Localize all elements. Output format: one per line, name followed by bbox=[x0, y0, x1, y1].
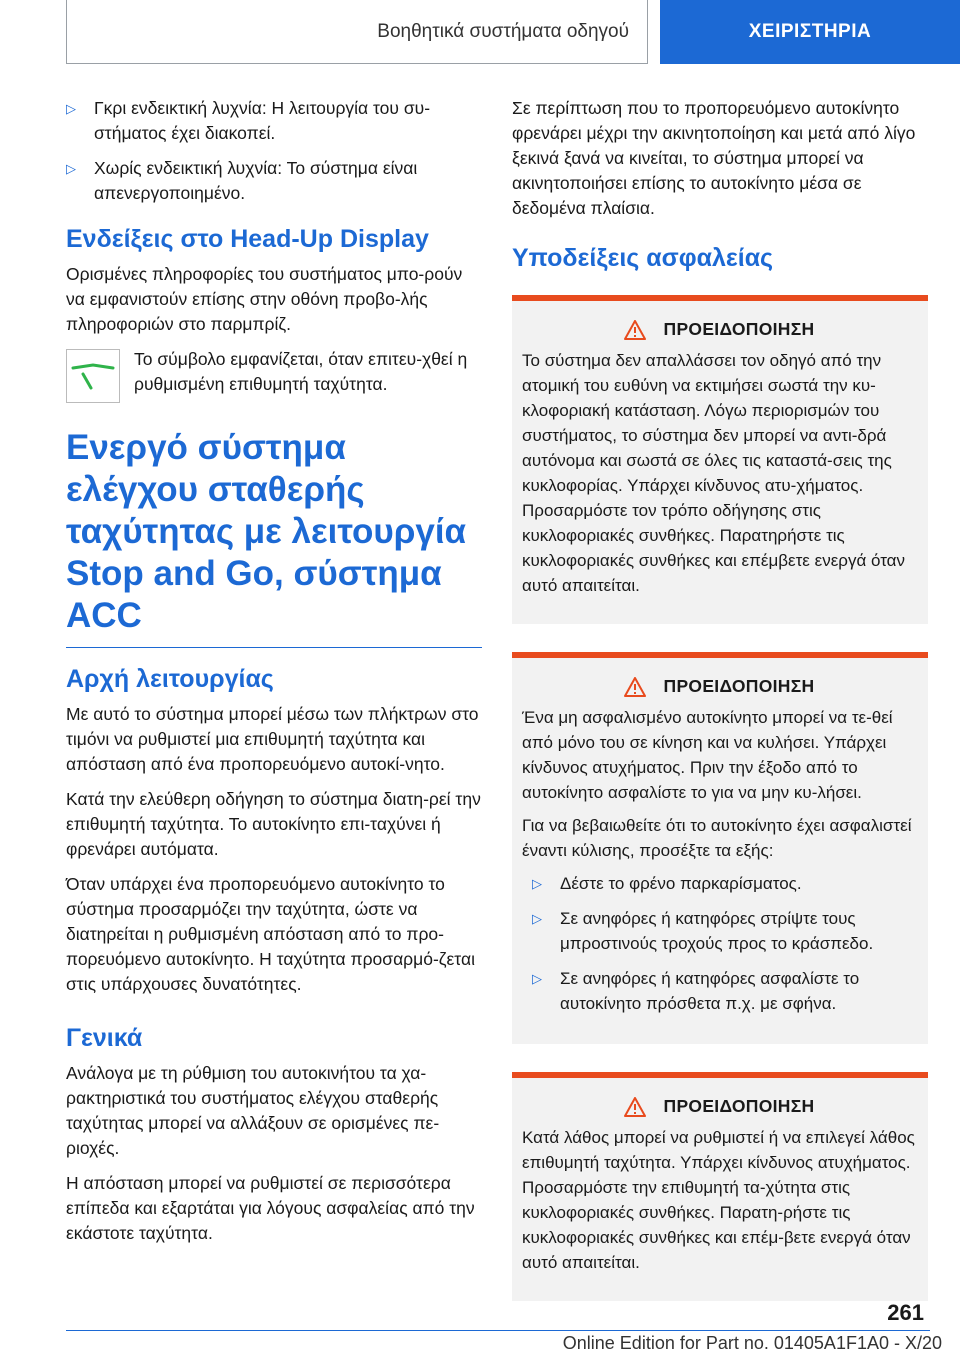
bullet-text: Δέστε το φρένο παρκαρίσματος. bbox=[560, 874, 802, 893]
list-item bbox=[532, 871, 916, 896]
list-item bbox=[66, 156, 482, 206]
hud-paragraph: Ορισμένες πληροφορίες του συστήματος μπο-ρούν να εμφανιστούν επίσης στην οθόνη προβο-λής πληροφοριών στο παρμπρίζ. bbox=[66, 264, 463, 334]
principle-paragraph: Με αυτό το σύστημα μπορεί μέσω των πλήκτρων στο τιμόνι να ρυθμιστεί μια επιθυμητή ταχύτητα και απόσταση από ένα προπορευόμενο αυτοκί-νητο. bbox=[66, 704, 479, 774]
general-paragraph: Ανάλογα με τη ρύθμιση του αυτοκινήτου τα χα-ρακτηριστικά του συστήματος ελέγχου σταθερής ταχύτητας μπορεί να αλλάξουν σε ορισμένες πε-ριοχές. bbox=[66, 1063, 440, 1158]
bullet-text: Χωρίς ενδεικτική λυχνία: Το σύστημα είναι απενεργοποιημένο. bbox=[94, 158, 418, 203]
warning-text: Κατά λάθος μπορεί να ρυθμιστεί ή να επιλεγεί λάθος επιθυμητή ταχύτητα. Υπάρχει κίνδυνος ατυχήματος. Προσαρμόστε την επιθυμητή τα-χύτητα στις κυκλοφοριακές συνθήκες. Παρατη-ρήστε τις κυκλοφοριακές συνθήκες και επέμ-βετε ενεργά όταν αυτό απαιτείται. bbox=[522, 1128, 915, 1272]
warning-title bbox=[522, 676, 916, 697]
general-paragraph: Η απόσταση μπορεί να ρυθμιστεί σε περισσότερα επίπεδα και εξαρτάται για λόγους ασφαλείας από την εκάστοτε ταχύτητα. bbox=[66, 1173, 475, 1243]
warning-text: Ένα μη ασφαλισμένο αυτοκίνητο μπορεί να τε-θεί από μόνο του σε κίνηση και να κυλήσει. Υπάρχει κίνδυνος ατυχήματος. Πριν την έξοδο από το αυτοκίνητο ασφαλίστε το για να μην κυ-λήσει. bbox=[522, 708, 893, 802]
symbol-description: Το σύμβολο εμφανίζεται, όταν επιτευ-χθεί η ρυθμισμένη επιθυμητή ταχύτητα. bbox=[134, 349, 468, 394]
triangle-bullet-icon: ▷ bbox=[532, 876, 542, 891]
triangle-bullet-icon: ▷ bbox=[66, 101, 76, 116]
list-item bbox=[66, 96, 482, 146]
main-heading: Ενεργό σύστημα ελέγχου σταθερής ταχύτητας με λειτουργία Stop and Go, σύστημα ACC bbox=[66, 428, 467, 635]
warning-triangle-icon bbox=[624, 320, 646, 340]
warning-label: ΠΡΟΕΙΔΟΠΟΙΗΣΗ bbox=[663, 1096, 815, 1116]
footer-edition: Online Edition for Part no. 01405A1F1A0 - X/20 bbox=[562, 1333, 942, 1353]
heading-divider bbox=[66, 647, 482, 648]
warning-box bbox=[512, 295, 928, 624]
warning-title bbox=[522, 1096, 916, 1117]
safety-heading: Υποδείξεις ασφαλείας bbox=[512, 244, 774, 272]
bullet-text: Σε ανηφόρες ή κατηφόρες ασφαλίστε το αυτοκίνητο πρόσθετα π.χ. με σφήνα. bbox=[560, 969, 860, 1013]
principle-heading: Αρχή λειτουργίας bbox=[66, 665, 274, 693]
left-column bbox=[66, 96, 482, 1256]
triangle-bullet-icon: ▷ bbox=[66, 161, 76, 176]
hud-heading: Ενδείξεις στο Head-Up Display bbox=[66, 225, 429, 253]
warning-box bbox=[512, 1072, 928, 1301]
header-chapter-tab: ΧΕΙΡΙΣΤΗΡΙΑ bbox=[660, 0, 960, 64]
list-item bbox=[532, 966, 916, 1016]
warning-label: ΠΡΟΕΙΔΟΠΟΙΗΣΗ bbox=[663, 319, 815, 339]
warning-label: ΠΡΟΕΙΔΟΠΟΙΗΣΗ bbox=[663, 676, 815, 696]
bullet-text: Σε ανηφόρες ή κατηφόρες στρίψτε τους μπροστινούς τροχούς προς το κράσπεδο. bbox=[560, 909, 874, 953]
bullet-text: Γκρι ενδεικτική λυχνία: Η λειτουργία του συ-στήματος έχει διακοπεί. bbox=[94, 98, 431, 143]
principle-paragraph: Κατά την ελεύθερη οδήγηση το σύστημα διατη-ρεί την επιθυμητή ταχύτητα. Το αυτοκίνητο επι-ταχύνει ή φρενάρει αυτόματα. bbox=[66, 789, 481, 859]
footer-divider bbox=[66, 1330, 930, 1331]
speed-needle-icon bbox=[66, 349, 120, 403]
general-heading: Γενικά bbox=[66, 1024, 143, 1052]
warning-triangle-icon bbox=[624, 677, 646, 697]
warning-text: Το σύστημα δεν απαλλάσσει τον οδηγό από την ατομική του ευθύνη να εκτιμήσει σωστά την κυ-κλοφοριακή κατάσταση. Λόγω περιορισμών του συστήματος, το σύστημα δεν μπορεί να αντι-δρά αυτόνομα και σωστά σε όλες τις καταστά-σεις της κυκλοφορίας. Υπάρχει κίνδυνος ατυ-χήματος. Προσαρμόστε τον τρόπο οδήγησης στις κυκλοφοριακές συνθήκες. Παρατηρήστε τις κυκλοφοριακές συνθήκες και επέμβετε ενεργά όταν αυτό απαιτείται. bbox=[522, 351, 906, 595]
header-section-title: Βοηθητικά συστήματα οδηγού bbox=[66, 0, 648, 64]
intro-paragraph: Σε περίπτωση που το προπορευόμενο αυτοκίνητο φρενάρει μέχρι την ακινητοποίηση και μετά από λίγο ξεκινά ξανά να κινείται, το σύστημα μπορεί να ακινητοποιήσει επίσης το αυτοκίνητο μέσα σε δεδομένα πλαίσια. bbox=[512, 98, 916, 218]
symbol-row bbox=[66, 347, 482, 403]
principle-paragraph: Όταν υπάρχει ένα προπορευόμενο αυτοκίνητο το σύστημα προσαρμόζει την ταχύτητα, ώστε να διατηρείται η ρυθμισμένη απόσταση από το προ-πορευόμενο αυτοκίνητο. Η ταχύτητα προσαρμό-ζεται στις υπάρχουσες δυνατότητες. bbox=[66, 874, 475, 994]
warning-box bbox=[512, 652, 928, 1044]
triangle-bullet-icon: ▷ bbox=[532, 971, 542, 986]
list-item bbox=[532, 906, 916, 956]
page-number: 261 bbox=[887, 1300, 924, 1325]
triangle-bullet-icon: ▷ bbox=[532, 911, 542, 926]
warning-text: Για να βεβαιωθείτε ότι το αυτοκίνητο έχει ασφαλιστεί έναντι κύλισης, προσέξτε τα εξής: bbox=[522, 816, 912, 860]
warning-triangle-icon bbox=[624, 1097, 646, 1117]
right-column bbox=[512, 96, 928, 1329]
warning-title bbox=[522, 319, 916, 340]
